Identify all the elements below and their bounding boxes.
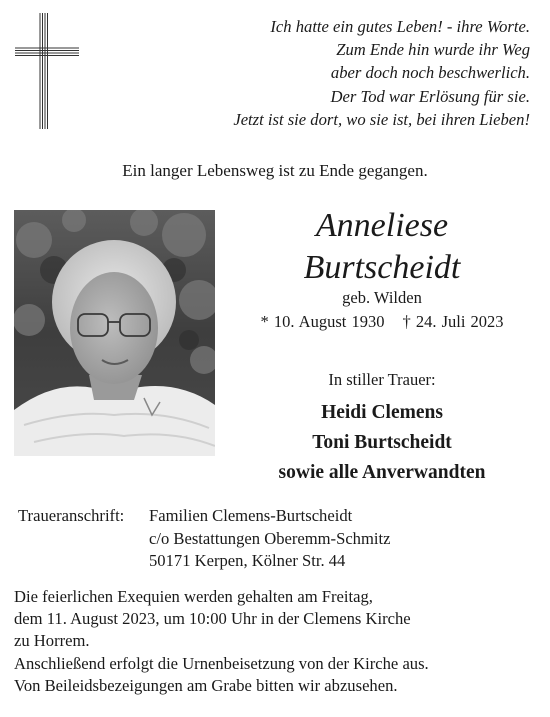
- address-line: 50171 Kerpen, Kölner Str. 44: [149, 551, 346, 570]
- body-line: dem 11. August 2023, um 10:00 Uhr in der Clemens Kirche: [14, 609, 411, 629]
- body-line: Anschließend erfolgt die Urnenbeisetzung von der Kirche aus.: [14, 653, 429, 673]
- address-line: c/o Bestattungen Oberemm-Schmitz: [149, 528, 391, 548]
- cross-icon: [14, 12, 80, 130]
- mourner-name: Heidi Clemens: [321, 402, 443, 423]
- address-line: Familien Clemens-Burtscheidt: [149, 506, 353, 525]
- service-information: [14, 586, 542, 697]
- portrait-photo: [14, 210, 215, 456]
- deceased-last-name: Burtscheidt: [303, 249, 461, 286]
- maiden-name: geb. Wilden: [342, 288, 422, 307]
- mourner-name: Toni Burtscheidt: [312, 432, 452, 453]
- address-label: Traueranschrift:: [18, 506, 125, 525]
- body-line: Die feierlichen Exequien werden gehalten am Freitag,: [14, 587, 373, 606]
- body-line: zu Horrem.: [14, 631, 90, 651]
- poem-line: Zum Ende hin wurde ihr Weg: [336, 40, 530, 60]
- poem-line: Jetzt ist sie dort, wo sie ist, bei ihren Lieben!: [233, 109, 530, 129]
- body-line: Von Beileidsbezeigungen am Grabe bitten wir abzusehen.: [14, 675, 398, 695]
- poem-line: aber doch noch beschwerlich.: [330, 63, 530, 83]
- birth-date: * 10. August 1930: [260, 312, 385, 331]
- mourning-address: [18, 505, 390, 573]
- mourning-label: In stiller Trauer:: [328, 370, 436, 389]
- death-date: † 24. Juli 2023: [402, 312, 504, 331]
- intro-text: Ein langer Lebensweg ist zu Ende gegangen.: [122, 161, 428, 180]
- deceased-first-name: Anneliese: [315, 207, 449, 244]
- poem-line: Der Tod war Erlösung für sie.: [330, 86, 530, 106]
- poem: [200, 15, 530, 131]
- mourner-name: sowie alle Anverwandten: [278, 462, 486, 483]
- poem-line: Ich hatte ein gutes Leben! - ihre Worte.: [270, 17, 530, 36]
- life-dates: [222, 312, 542, 332]
